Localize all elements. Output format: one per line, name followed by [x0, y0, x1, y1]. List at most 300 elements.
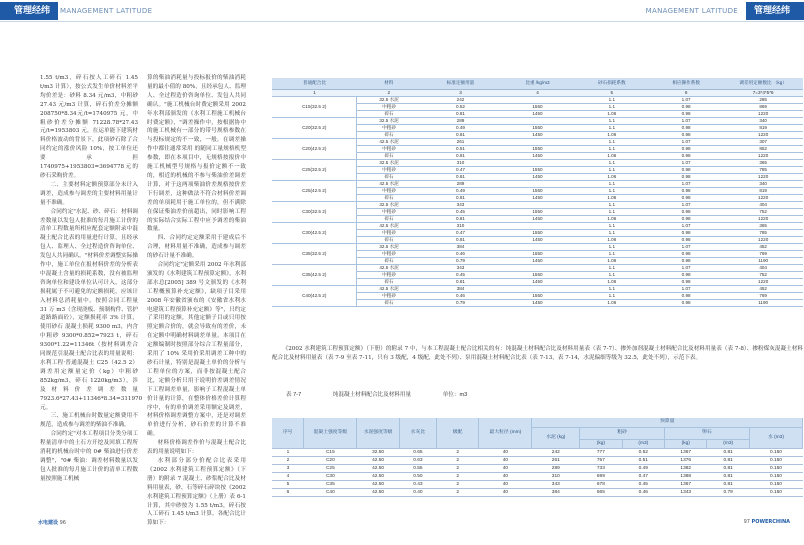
- table-row: [272, 488, 803, 496]
- table-cell: [500, 222, 574, 229]
- table-cell: 40: [479, 488, 532, 496]
- paragraph: 材料价格调差作价与混凝土配合比表的用量说明如下：: [147, 440, 246, 456]
- table-cell: 0.98: [649, 110, 723, 117]
- text-column-1: [40, 74, 143, 484]
- table-cell: 1.1: [575, 208, 649, 215]
- table-cell: 0.81: [707, 448, 749, 456]
- table-cell: 261: [421, 138, 501, 145]
- paragraph: 四、合同约定定额采用于建成后不合理，材料用量不准确，造成参与调差的砂石计量不准确。: [147, 235, 246, 260]
- table-cell: 碎石: [357, 257, 421, 264]
- table-cell: 1450: [500, 131, 574, 138]
- table-cell: 0.98: [649, 103, 723, 110]
- table-cell: 1.1: [575, 243, 649, 250]
- table-row: [272, 472, 803, 480]
- table-cell: 1.06: [575, 215, 649, 222]
- table-cell: 777: [580, 448, 622, 456]
- table-cell: 1220: [723, 215, 803, 222]
- table-cell: 1220: [723, 131, 803, 138]
- table-cell: 1.07: [649, 264, 723, 271]
- table-cell: 0.81: [707, 456, 749, 464]
- table-cell: C35: [304, 480, 357, 488]
- table-cell: 42.50: [357, 488, 399, 496]
- footer-left: [38, 519, 66, 526]
- table-cell: 0.46: [421, 250, 501, 257]
- table-row: [272, 448, 803, 456]
- table-cell: 0.45: [421, 208, 501, 215]
- table-cell: 752: [723, 271, 803, 278]
- table-cell: 碎石: [357, 236, 421, 243]
- table-cell: 0.81: [707, 464, 749, 472]
- table-cell: 852: [723, 145, 803, 152]
- table-cell: 1450: [500, 215, 574, 222]
- table-cell: 343: [532, 480, 580, 488]
- page-footer: [0, 519, 804, 545]
- table-cell: 289: [421, 180, 501, 187]
- table-cell: 中粗砂: [357, 271, 421, 278]
- header-cell: 调差用定额数比 （kg）: [723, 78, 803, 89]
- table-cell: 242: [421, 96, 501, 103]
- adjustment-table-header: [272, 78, 803, 89]
- table-cell: 1.1: [575, 159, 649, 166]
- header-cell: 混凝土强度等级: [304, 418, 357, 448]
- table-cell: 0.81: [421, 110, 501, 117]
- table-cell: 32.5 水泥: [357, 243, 421, 250]
- index-cell: 3: [421, 89, 501, 96]
- header-rule: [0, 21, 804, 22]
- table-cell: 0.52: [421, 103, 501, 110]
- table-cell: 0.98: [649, 166, 723, 173]
- table-cell: 0.81: [421, 152, 501, 159]
- table-cell: 1.1: [575, 250, 649, 257]
- table-cell: 0.51: [622, 456, 664, 464]
- table-cell: 1.1: [575, 117, 649, 124]
- table-cell: 365: [723, 159, 803, 166]
- table-cell: 1550: [500, 145, 574, 152]
- table-cell: 404: [723, 264, 803, 271]
- table-cell: 1220: [723, 173, 803, 180]
- table-cell: 1.06: [575, 299, 649, 306]
- table-cell: 1450: [500, 194, 574, 201]
- table-cell: 819: [723, 187, 803, 194]
- table-cell: 0.98: [649, 292, 723, 299]
- table-cell: 6: [272, 488, 304, 496]
- table-row: [272, 285, 803, 292]
- table-cell: 42.5 水泥: [357, 222, 421, 229]
- table-cell: 289: [532, 464, 580, 472]
- table-cell: 343: [421, 201, 501, 208]
- table-cell: 32.50: [357, 448, 399, 456]
- table-row: [272, 464, 803, 472]
- table-cell: 1.1: [575, 285, 649, 292]
- table-cell: 678: [580, 480, 622, 488]
- table-cell: 384: [532, 488, 580, 496]
- table-cell: [500, 96, 574, 103]
- table-cell: [500, 117, 574, 124]
- mix-grade-cell: C40(42.5 2): [272, 285, 357, 306]
- table-cell: 1550: [500, 187, 574, 194]
- table-cell: 1550: [500, 124, 574, 131]
- table-cell: 1367: [665, 448, 707, 456]
- header-cell: 比重 /kg/m3: [500, 78, 574, 89]
- header-cell: 预算量: [532, 418, 803, 427]
- table-cell: 碎石: [357, 194, 421, 201]
- table-cell: 0.46: [421, 292, 501, 299]
- table-cell: 0.47: [622, 472, 664, 480]
- table-cell: 1.1: [575, 271, 649, 278]
- table-cell: 1.06: [575, 131, 649, 138]
- table-cell: 40: [479, 480, 532, 488]
- mix-grade-cell: C20(42.5 2): [272, 138, 357, 159]
- table-cell: 699: [580, 472, 622, 480]
- page-header: [0, 0, 804, 22]
- table-cell: 1450: [500, 236, 574, 243]
- table-cell: 0.98: [649, 173, 723, 180]
- table-cell: 343: [421, 264, 501, 271]
- table-row: [272, 264, 803, 271]
- table-cell: 中粗砂: [357, 124, 421, 131]
- table-cell: 340: [723, 180, 803, 187]
- table-cell: 1.1: [575, 145, 649, 152]
- header-cell: 级配: [436, 418, 478, 448]
- table-cell: 4: [272, 472, 304, 480]
- section-subtitle-left: MANAGEMENT LATITUDE: [60, 7, 153, 15]
- table-cell: 1.07: [649, 96, 723, 103]
- table-cell: 1550: [500, 166, 574, 173]
- table-cell: 40: [479, 456, 532, 464]
- table-cell: 32.5 水泥: [357, 117, 421, 124]
- table-cell: 1190: [723, 257, 803, 264]
- table-cell: 0.81: [421, 236, 501, 243]
- table-cell: 1.1: [575, 166, 649, 173]
- table-cell: 碎石: [357, 299, 421, 306]
- text-column-2: [147, 74, 246, 528]
- table-cell: 1220: [723, 194, 803, 201]
- table-cell: 0.81: [421, 215, 501, 222]
- header-cell: 粗砂: [580, 427, 665, 439]
- table-cell: 1.1: [575, 180, 649, 187]
- table-cell: 1550: [500, 271, 574, 278]
- table-cell: 1382: [665, 464, 707, 472]
- table-cell: 40: [479, 464, 532, 472]
- paragraph: 二、主要材料定额预算部分未计入调差，造成参与调差的主要材料用量计量不准确。: [40, 181, 138, 206]
- table-cell: 1.07: [649, 117, 723, 124]
- table-cell: 1550: [500, 292, 574, 299]
- header-cell: 水 (m3): [749, 427, 802, 448]
- table-cell: 1190: [723, 299, 803, 306]
- table-cell: 1.1: [575, 138, 649, 145]
- table-cell: 0.98: [649, 145, 723, 152]
- table-cell: 0.98: [649, 250, 723, 257]
- table-cell: 42.5 水泥: [357, 138, 421, 145]
- table-cell: 1343: [665, 488, 707, 496]
- table-cell: 0.81: [707, 472, 749, 480]
- mix-grade-cell: C35(32.5 2): [272, 243, 357, 264]
- table-cell: 452: [723, 243, 803, 250]
- table-cell: [500, 180, 574, 187]
- header-cell: 卵石: [665, 427, 750, 439]
- table-cell: 2: [436, 456, 478, 464]
- table-cell: 42.50: [357, 480, 399, 488]
- table-cell: 0.81: [421, 173, 501, 180]
- table-cell: 785: [723, 229, 803, 236]
- section-subtitle-right: MANAGEMENT LATITUDE: [645, 7, 738, 15]
- table-cell: 785: [723, 166, 803, 173]
- mix-ratio-table: [272, 418, 803, 497]
- page-number-left: 96: [59, 520, 66, 526]
- table-cell: [500, 285, 574, 292]
- table-cell: 869: [723, 103, 803, 110]
- mix-grade-cell: C35(42.5 2): [272, 264, 357, 285]
- paragraph: 水利部分部分价配合比表采用《2002 水利建筑工程预算定额》（下册）的附录 7 混凝土、砂浆配合比及材料用量表，砂、石等碎石碎块按《2002 水利建筑工程预算定额》（上册）表 6-1 计算，其中砂按为 1.55 t/m3，碎石按人工碎石 1.45 t/m3 计算。各配合比计算如下：: [147, 457, 246, 527]
- table-cell: 757: [580, 456, 622, 464]
- header-cell: 相应操作系数: [649, 78, 723, 89]
- table-cell: [500, 159, 574, 166]
- table-cell: 769: [723, 250, 803, 257]
- table-cell: 32.5 水泥: [357, 201, 421, 208]
- table-cell: 289: [421, 117, 501, 124]
- table-cell: 310: [421, 222, 501, 229]
- table-cell: 1.1: [575, 124, 649, 131]
- table-cell: 1550: [500, 229, 574, 236]
- table-cell: 1.06: [575, 278, 649, 285]
- table-cell: 碎石: [357, 110, 421, 117]
- table-cell: 1.06: [575, 194, 649, 201]
- table-cell: 1220: [723, 110, 803, 117]
- table-cell: 1.1: [575, 103, 649, 110]
- table-cell: 0.43: [399, 480, 436, 488]
- table-cell: 0.52: [622, 448, 664, 456]
- section-tag-right: 管理经纬: [746, 2, 804, 20]
- table-cell: 0.63: [399, 456, 436, 464]
- table-cell: 1.06: [575, 173, 649, 180]
- table-cell: 310: [532, 472, 580, 480]
- page-number-right: 97: [743, 519, 750, 525]
- table-cell: 碎石: [357, 131, 421, 138]
- body-paragraph: [272, 345, 803, 364]
- index-cell: 5: [575, 89, 649, 96]
- header-cell: (kg): [580, 439, 622, 448]
- table-cell: 0.49: [421, 124, 501, 131]
- table-cell: 1550: [500, 103, 574, 110]
- table-cell: 0.65: [399, 448, 436, 456]
- table-cell: 384: [421, 243, 501, 250]
- table-cell: 0.81: [421, 194, 501, 201]
- mix-grade-cell: C25(32.5 2): [272, 159, 357, 180]
- table-cell: 1376: [665, 456, 707, 464]
- table-cell: 1.07: [649, 180, 723, 187]
- mix-grade-cell: C30(42.5 2): [272, 222, 357, 243]
- index-cell: 1: [272, 89, 357, 96]
- table-cell: 1.1: [575, 292, 649, 299]
- table-cell: 0.98: [649, 194, 723, 201]
- table-cell: 242: [532, 448, 580, 456]
- table-cell: 碎石: [357, 215, 421, 222]
- table-cell: 0.98: [649, 236, 723, 243]
- table-cell: C25: [304, 464, 357, 472]
- table-cell: 中粗砂: [357, 187, 421, 194]
- table-cell: 1220: [723, 152, 803, 159]
- footer-brand-right: POWERCHINA: [751, 519, 790, 525]
- table-cell: 0.98: [649, 131, 723, 138]
- table-cell: 0.150: [749, 464, 802, 472]
- table-cell: 0.55: [399, 464, 436, 472]
- table-cell: 0.46: [622, 488, 664, 496]
- table-cell: 1450: [500, 152, 574, 159]
- table-cell: 1450: [500, 257, 574, 264]
- index-cell: 4: [500, 89, 574, 96]
- table-cell: 1.1: [575, 187, 649, 194]
- footer-right: [744, 519, 790, 525]
- table-cell: 中粗砂: [357, 229, 421, 236]
- table-cell: 384: [421, 285, 501, 292]
- table-cell: 1388: [665, 472, 707, 480]
- table-cell: 0.150: [749, 488, 802, 496]
- header-cell: 水泥 (kg): [532, 427, 580, 448]
- table-cell: 0.98: [649, 208, 723, 215]
- index-cell: 6: [649, 89, 723, 96]
- table-cell: 0.49: [622, 464, 664, 472]
- table-cell: 1550: [500, 250, 574, 257]
- table-cell: 1220: [723, 278, 803, 285]
- table-cell: 5: [272, 480, 304, 488]
- table-cell: 1.06: [575, 257, 649, 264]
- table-cell: 1.07: [649, 159, 723, 166]
- table-row: [272, 243, 803, 250]
- table-cell: 1.1: [575, 222, 649, 229]
- table-cell: 0.98: [649, 257, 723, 264]
- table-cell: 285: [723, 96, 803, 103]
- table-cell: 0.45: [421, 271, 501, 278]
- table-row: [272, 480, 803, 488]
- paragraph: 三、施工机械台时数量定额费用不规范，造成参与调差的柴油不准确。: [40, 413, 138, 429]
- table-cell: 1.06: [575, 152, 649, 159]
- table-cell: 1450: [500, 173, 574, 180]
- table-cell: 0.150: [749, 456, 802, 464]
- table-cell: 0.98: [649, 278, 723, 285]
- table-cell: 0.45: [622, 480, 664, 488]
- table-cell: 665: [580, 488, 622, 496]
- table-cell: 0.98: [649, 124, 723, 131]
- table-cell: 中粗砂: [357, 166, 421, 173]
- table-cell: 769: [723, 292, 803, 299]
- header-cell: 最大粒径 (mm): [479, 418, 532, 448]
- table-cell: 0.49: [421, 187, 501, 194]
- table-cell: 0.98: [649, 229, 723, 236]
- table-cell: 2: [272, 456, 304, 464]
- table-cell: 0.47: [421, 166, 501, 173]
- table-row: [272, 222, 803, 229]
- table-cell: [500, 201, 574, 208]
- table-cell: C40: [304, 488, 357, 496]
- table-cell: 819: [723, 124, 803, 131]
- table-cell: 32.5 水泥: [357, 96, 421, 103]
- table-cell: 261: [532, 456, 580, 464]
- table-cell: 365: [723, 222, 803, 229]
- table-title: 纯混凝土材料配合比及材料用量: [332, 392, 412, 398]
- table-cell: 0.98: [649, 299, 723, 306]
- header-cell: 普通配合比: [272, 78, 357, 89]
- table-cell: 0.79: [421, 257, 501, 264]
- table-cell: 40: [479, 448, 532, 456]
- table-cell: 1450: [500, 278, 574, 285]
- table-cell: 3: [272, 464, 304, 472]
- footer-brand-left: 水电建设: [38, 520, 59, 526]
- table-cell: 0.98: [649, 152, 723, 159]
- table-cell: 42.50: [357, 472, 399, 480]
- table-cell: 2: [436, 480, 478, 488]
- mix-grade-cell: C20(32.5 2): [272, 117, 357, 138]
- table-cell: C15: [304, 448, 357, 456]
- table-cell: 0.79: [707, 488, 749, 496]
- table-number: 表 7-7: [286, 392, 302, 398]
- table-cell: 0.98: [649, 187, 723, 194]
- table-row: [272, 138, 803, 145]
- table-cell: 1550: [500, 208, 574, 215]
- table-caption: [286, 390, 497, 398]
- table-row: [272, 180, 803, 187]
- table-cell: 中粗砂: [357, 103, 421, 110]
- table-cell: 1.07: [649, 222, 723, 229]
- table-row: [272, 96, 803, 103]
- table-cell: 碎石: [357, 152, 421, 159]
- table-cell: 0.47: [421, 229, 501, 236]
- table-cell: 42.5 水泥: [357, 180, 421, 187]
- header-cell: (m3): [707, 439, 749, 448]
- table-cell: 1.07: [649, 243, 723, 250]
- header-cell: 水灰比: [399, 418, 436, 448]
- table-cell: 404: [723, 201, 803, 208]
- table-cell: 0.98: [649, 271, 723, 278]
- table-cell: [500, 138, 574, 145]
- table-cell: 1220: [723, 236, 803, 243]
- table-cell: C20: [304, 456, 357, 464]
- table-cell: 中粗砂: [357, 250, 421, 257]
- table-cell: 0.81: [421, 278, 501, 285]
- table-cell: 0.98: [649, 215, 723, 222]
- table-cell: C30: [304, 472, 357, 480]
- table-cell: 752: [723, 208, 803, 215]
- table-cell: 307: [723, 138, 803, 145]
- paragraph: 算的柴油消耗量与投标报价的柴油消耗量的最小值的 80%，且经承包人、监理人、全过程造价咨询单位、发包人共同确认。"施工机械台时费定额采用 2002 年水利部颁发的《水利工程施工机械台时费定额》，"调差操作中，按根据协中的施工机械有一部分的带号规格参数在与投标规定的不一致，一般，在调差操作中都往通常采用 的随同工量规格机型参数，即在本项目中，无规格按报价中施工机械型号规格与报价定额不一致的，相近的机械的不参与柴油价差调差计算，对于这两项柴油价差规格按价差下行调差，这种做法不符合材料价差调差的单项耗用于施工单位的，但不满除在保证柴油差价前超出，同时影响工程的实际结合实际工程中应予调差的柴油数量。: [147, 75, 246, 233]
- adjustment-table-index-row: [272, 89, 803, 96]
- table-unit: 单位：m3: [442, 392, 468, 398]
- table-cell: 40: [479, 472, 532, 480]
- header-cell: 材料: [357, 78, 421, 89]
- table-cell: 452: [723, 285, 803, 292]
- adjustment-table: [272, 78, 803, 307]
- mix-grade-cell: C15(32.5 2): [272, 96, 357, 117]
- table-row: [272, 201, 803, 208]
- table-cell: 0.150: [749, 472, 802, 480]
- table-cell: 中粗砂: [357, 292, 421, 299]
- mix-ratio-table-body: [272, 448, 803, 496]
- table-cell: 2: [436, 464, 478, 472]
- table-cell: 1.06: [575, 110, 649, 117]
- table-cell: 1.07: [649, 138, 723, 145]
- header-cell: (m3): [622, 439, 664, 448]
- table-cell: 碎石: [357, 173, 421, 180]
- table-cell: [500, 264, 574, 271]
- table-cell: 0.81: [421, 131, 501, 138]
- table-row: [272, 117, 803, 124]
- header-cell: 序号: [272, 418, 304, 448]
- table-cell: 0.50: [399, 472, 436, 480]
- table-row: [272, 159, 803, 166]
- header-cell: 砂石损耗系数: [575, 78, 649, 89]
- table-cell: 1.07: [649, 201, 723, 208]
- table-cell: 0.150: [749, 480, 802, 488]
- table-cell: 1.06: [575, 236, 649, 243]
